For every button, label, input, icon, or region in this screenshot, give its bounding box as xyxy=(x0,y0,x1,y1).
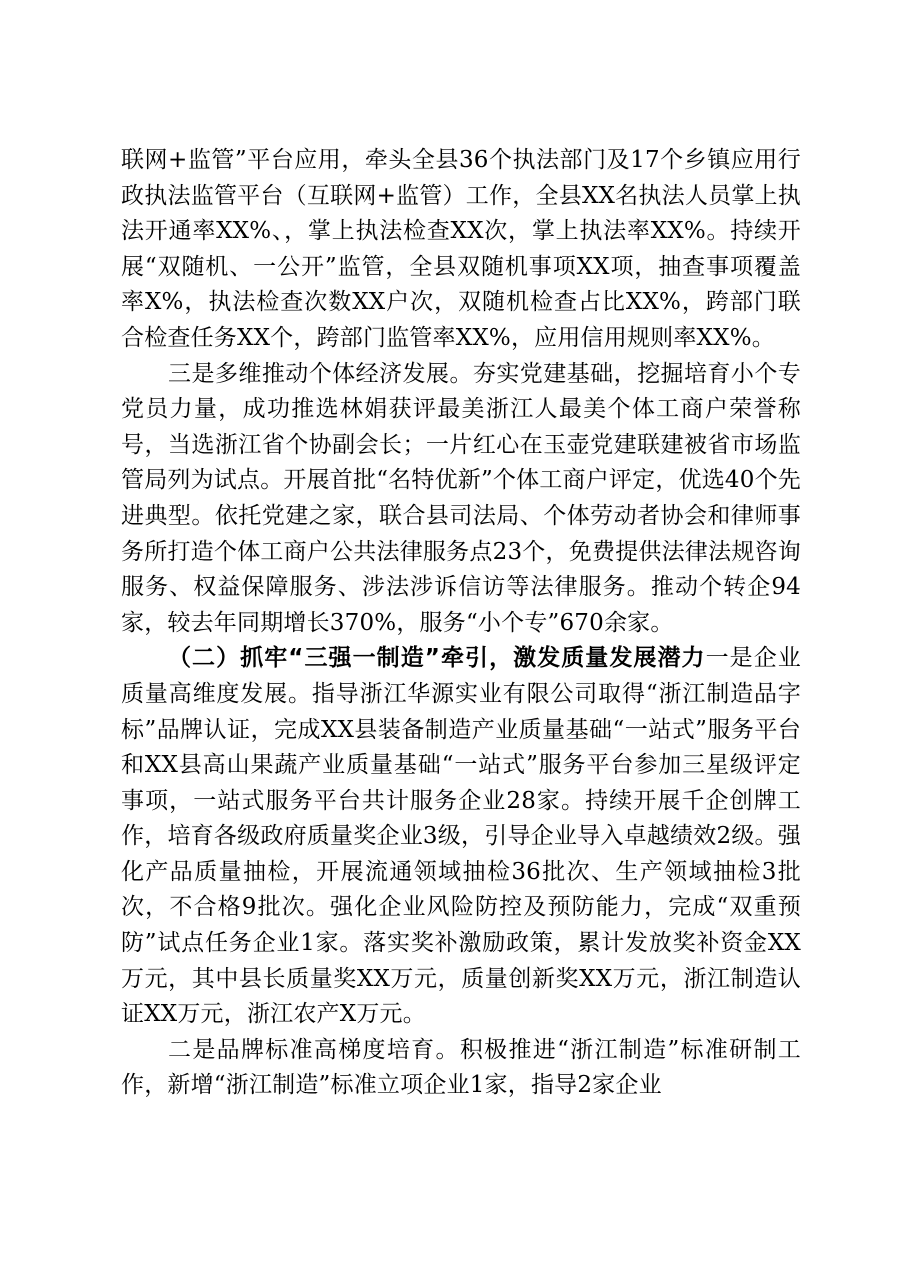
paragraph-individual-economy: 三是多维推动个体经济发展。夯实党建基础，挖掘培育小个专党员力量，成功推选林娟获评最美浙江人最美个体工商户荣誉称号，当选浙江省个协副会长；一片红心在玉壶党建联建被省市场监管局列为试点。开展首批“名特优新”个体工商户评定，优选40个先进典型。依托党建之家，联合县司法局、个体劳动者协会和律师事务所打造个体工商户公共法律服务点23个，免费提供法律法规咨询服务、权益保障服务、涉法涉诉信访等法律服务。推动个转企94家，较去年同期增长370%，服务“小个专”670余家。 xyxy=(121,360,801,636)
paragraph-continuation: 联网+监管”平台应用，牵头全县36个执法部门及17个乡镇应用行政执法监管平台（互联网+监管）工作，全县XX名执法人员掌上执法开通率XX%、，掌上执法检查XX次，掌上执法率XX%。持续开展“双随机、一公开”监管，全县双随机事项XX项，抽查事项覆盖率X%，执法检查次数XX户次，双随机检查占比XX%，跨部门联合检查任务XX个，跨部门监管率XX%，应用信用规则率XX%。 xyxy=(121,147,801,351)
section-heading: （二）抓牢“三强一制造”牵引，激发质量发展潜力 xyxy=(168,645,706,672)
paragraph-quality-section xyxy=(121,641,801,1033)
document-body xyxy=(121,143,801,1104)
paragraph-brand-standards: 二是品牌标准高梯度培育。积极推进“浙江制造”标准研制工作，新增“浙江制造”标准立项企业1家，指导2家企业 xyxy=(121,1036,801,1099)
section-body: 一是企业质量高维度发展。指导浙江华源实业有限公司取得“浙江制造品字标”品牌认证，完成XX县装备制造产业质量基础“一站式”服务平台和XX县高山果蔬产业质量基础“一站式”服务平台参加三星级评定事项，一站式服务平台共计服务企业28家。持续开展千企创牌工作，培育各级政府质量奖企业3级，引导企业导入卓越绩效2级。强化产品质量抽检，开展流通领域抽检36批次、生产领域抽检3批次，不合格9批次。强化企业风险防控及预防能力，完成“双重预防”试点任务企业1家。落实奖补激励政策，累计发放奖补资金XX万元，其中县长质量奖XX万元，质量创新奖XX万元，浙江制造认证XX万元，浙江农产X万元。 xyxy=(121,645,801,1028)
